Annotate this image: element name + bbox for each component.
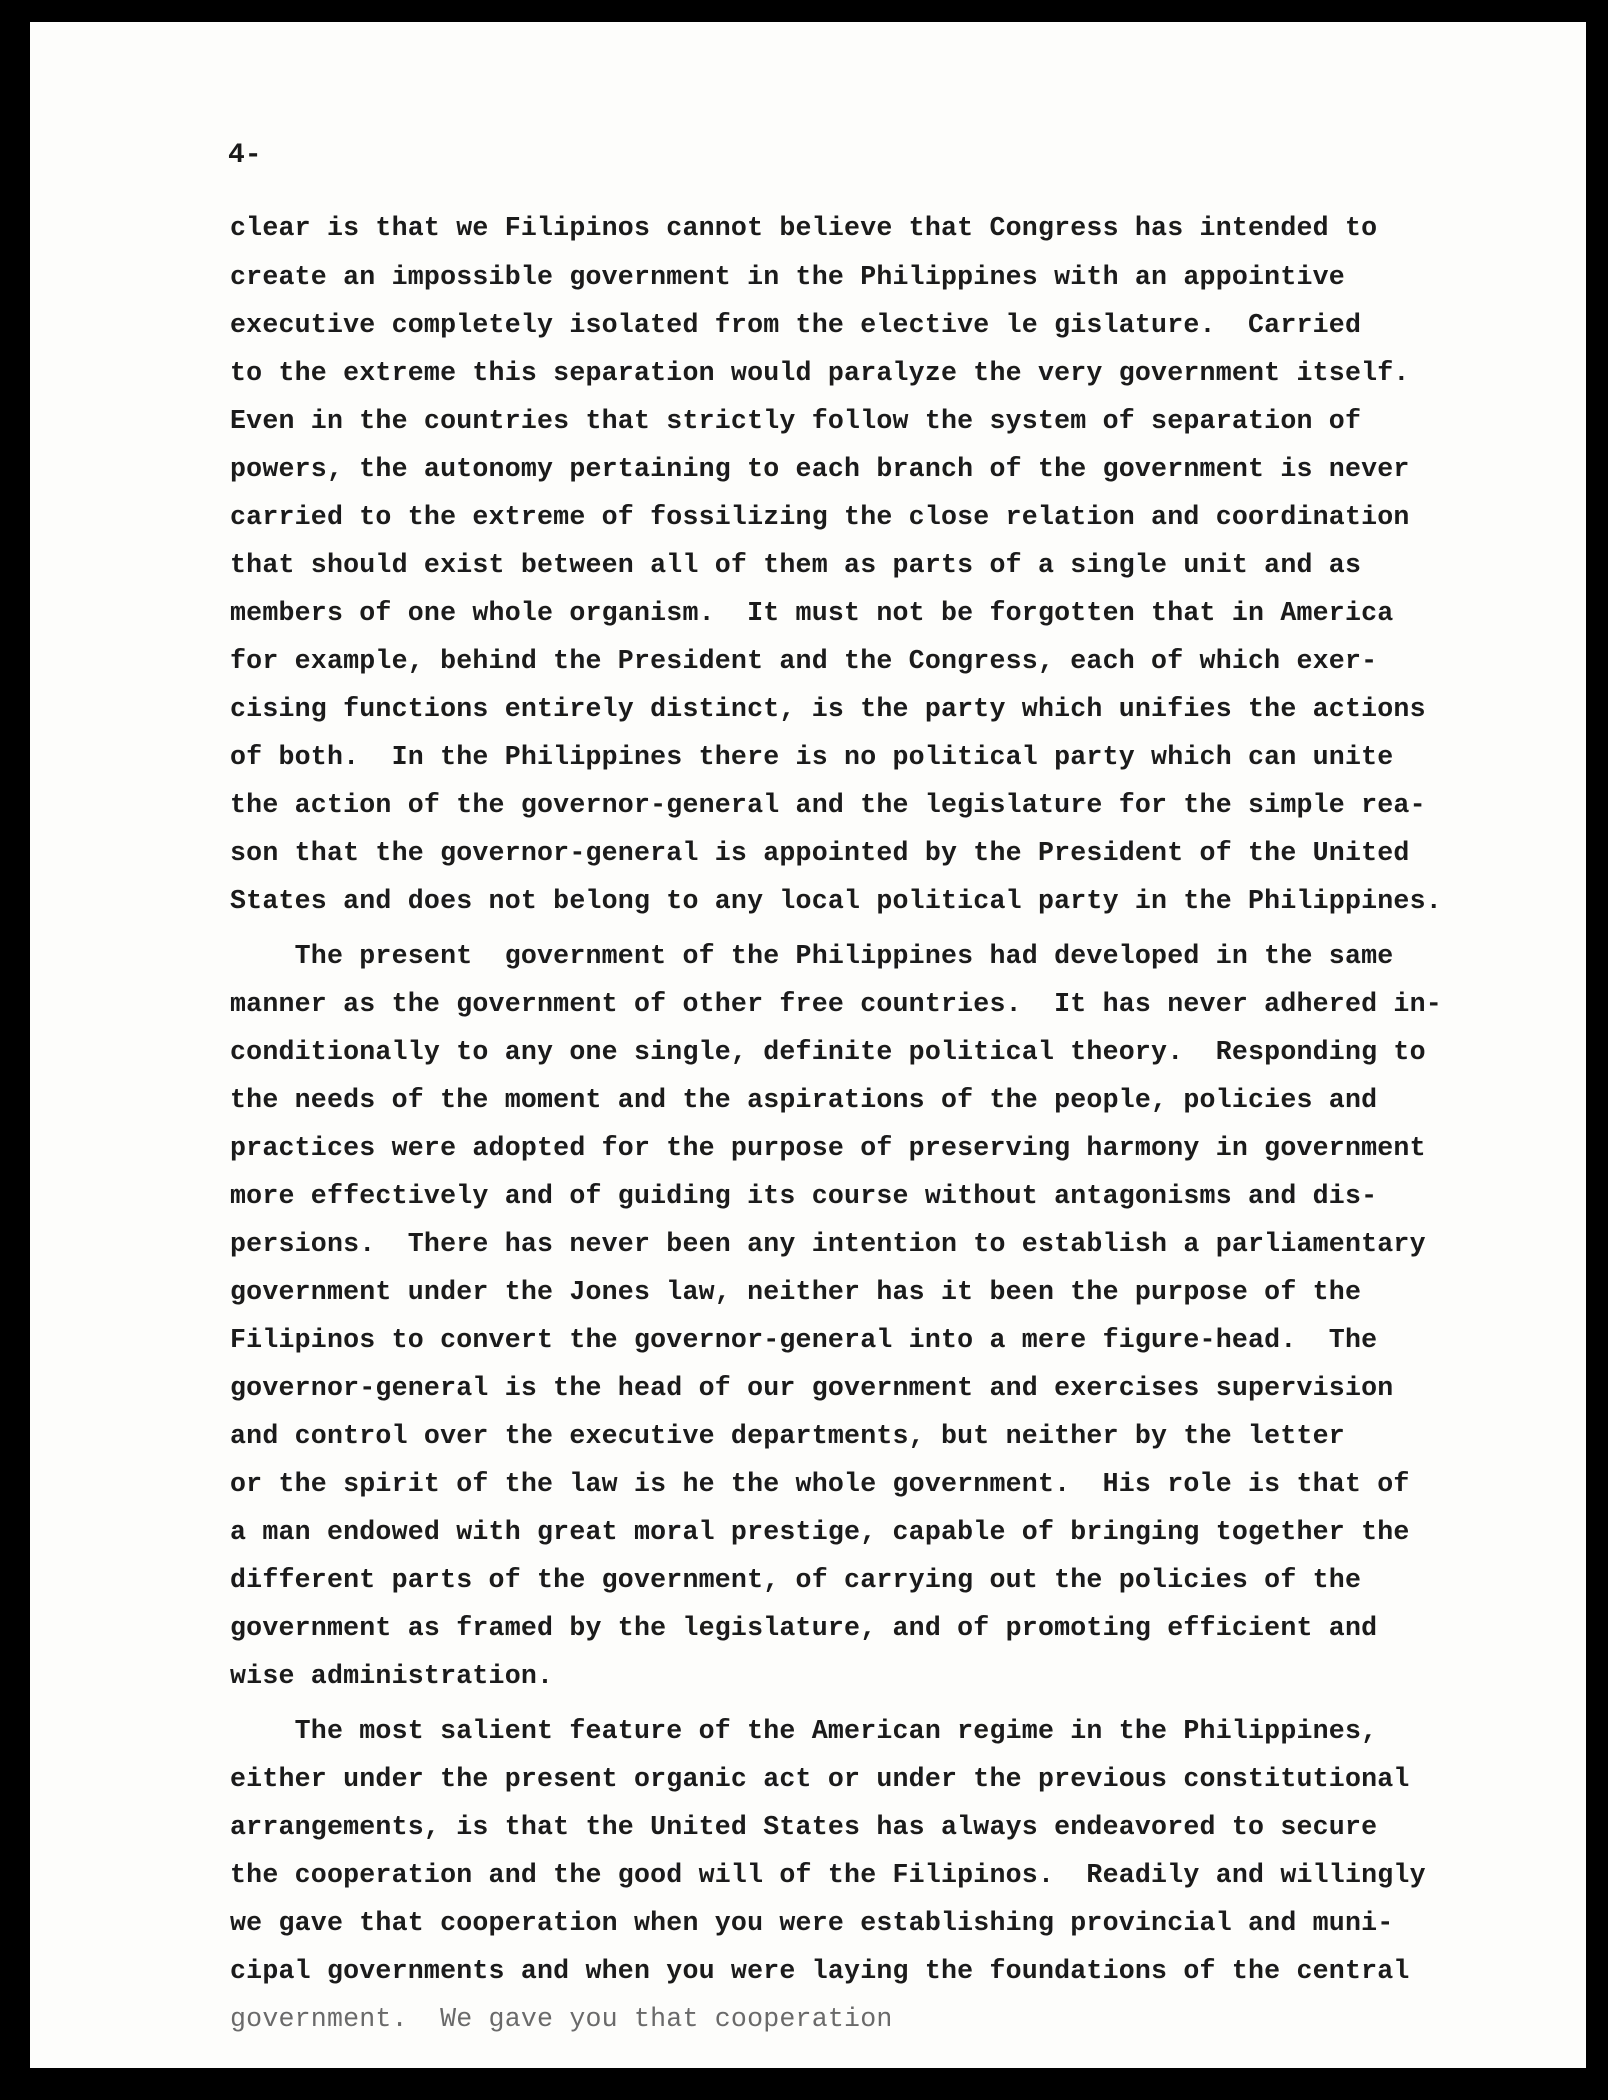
text-line: practices were adopted for the purpose of preserving harmony in government xyxy=(230,1133,1426,1163)
text-line: son that the governor-general is appointed by the President of the United xyxy=(230,838,1410,868)
page-number: 4- xyxy=(228,140,262,171)
text-line: powers, the autonomy pertaining to each branch of the government is never xyxy=(230,454,1410,484)
text-line: for example, behind the President and the Congress, each of which exer- xyxy=(230,646,1378,676)
text-line: manner as the government of other free countries. It has never adhered in- xyxy=(230,989,1442,1019)
text-line: cipal governments and when you were laying the foundations of the central xyxy=(230,1956,1410,1986)
text-line: government under the Jones law, neither has it been the purpose of the xyxy=(230,1277,1362,1307)
text-line: government as framed by the legislature, and of promoting efficient and xyxy=(230,1613,1378,1643)
text-line: The most salient feature of the American regime in the Philippines, xyxy=(230,1716,1378,1746)
text-line: Even in the countries that strictly follow the system of separation of xyxy=(230,406,1362,436)
text-line: arrangements, is that the United States has always endeavored to secure xyxy=(230,1812,1378,1842)
text-line: and control over the executive departments, but neither by the letter xyxy=(230,1421,1345,1451)
text-line: cising functions entirely distinct, is the party which unifies the actions xyxy=(230,694,1426,724)
text-line: that should exist between all of them as parts of a single unit and as xyxy=(230,550,1362,580)
text-line: a man endowed with great moral prestige, capable of bringing together the xyxy=(230,1517,1410,1547)
text-line: of both. In the Philippines there is no political party which can unite xyxy=(230,742,1394,772)
text-line: conditionally to any one single, definite political theory. Responding to xyxy=(230,1037,1426,1067)
document-page xyxy=(30,22,1586,2068)
text-line: the needs of the moment and the aspirations of the people, policies and xyxy=(230,1085,1378,1115)
text-line: either under the present organic act or under the previous constitutional xyxy=(230,1764,1410,1794)
text-line: The present government of the Philippines had developed in the same xyxy=(230,941,1394,971)
text-line: create an impossible government in the Philippines with an appointive xyxy=(230,262,1345,292)
text-line: clear is that we Filipinos cannot believe that Congress has intended to xyxy=(230,213,1378,243)
text-line: to the extreme this separation would paralyze the very government itself. xyxy=(230,358,1410,388)
text-line: Filipinos to convert the governor-general into a mere figure-head. The xyxy=(230,1325,1378,1355)
text-line: or the spirit of the law is he the whole government. His role is that of xyxy=(230,1469,1410,1499)
text-line: wise administration. xyxy=(230,1661,554,1691)
text-line: States and does not belong to any local political party in the Philippines. xyxy=(230,886,1442,916)
text-line: members of one whole organism. It must not be forgotten that in America xyxy=(230,598,1394,628)
text-line: different parts of the government, of carrying out the policies of the xyxy=(230,1565,1362,1595)
text-line: the cooperation and the good will of the Filipinos. Readily and willingly xyxy=(230,1860,1426,1890)
text-line: executive completely isolated from the elective le gislature. Carried xyxy=(230,310,1362,340)
text-line: the action of the governor-general and the legislature for the simple rea- xyxy=(230,790,1426,820)
text-line: governor-general is the head of our government and exercises supervision xyxy=(230,1373,1394,1403)
text-line: more effectively and of guiding its course without antagonisms and dis- xyxy=(230,1181,1378,1211)
text-line: government. We gave you that cooperation xyxy=(230,2004,893,2034)
text-line: persions. There has never been any intention to establish a parliamentary xyxy=(230,1229,1426,1259)
text-line: we gave that cooperation when you were establishing provincial and muni- xyxy=(230,1908,1394,1938)
text-line: carried to the extreme of fossilizing the close relation and coordination xyxy=(230,502,1410,532)
